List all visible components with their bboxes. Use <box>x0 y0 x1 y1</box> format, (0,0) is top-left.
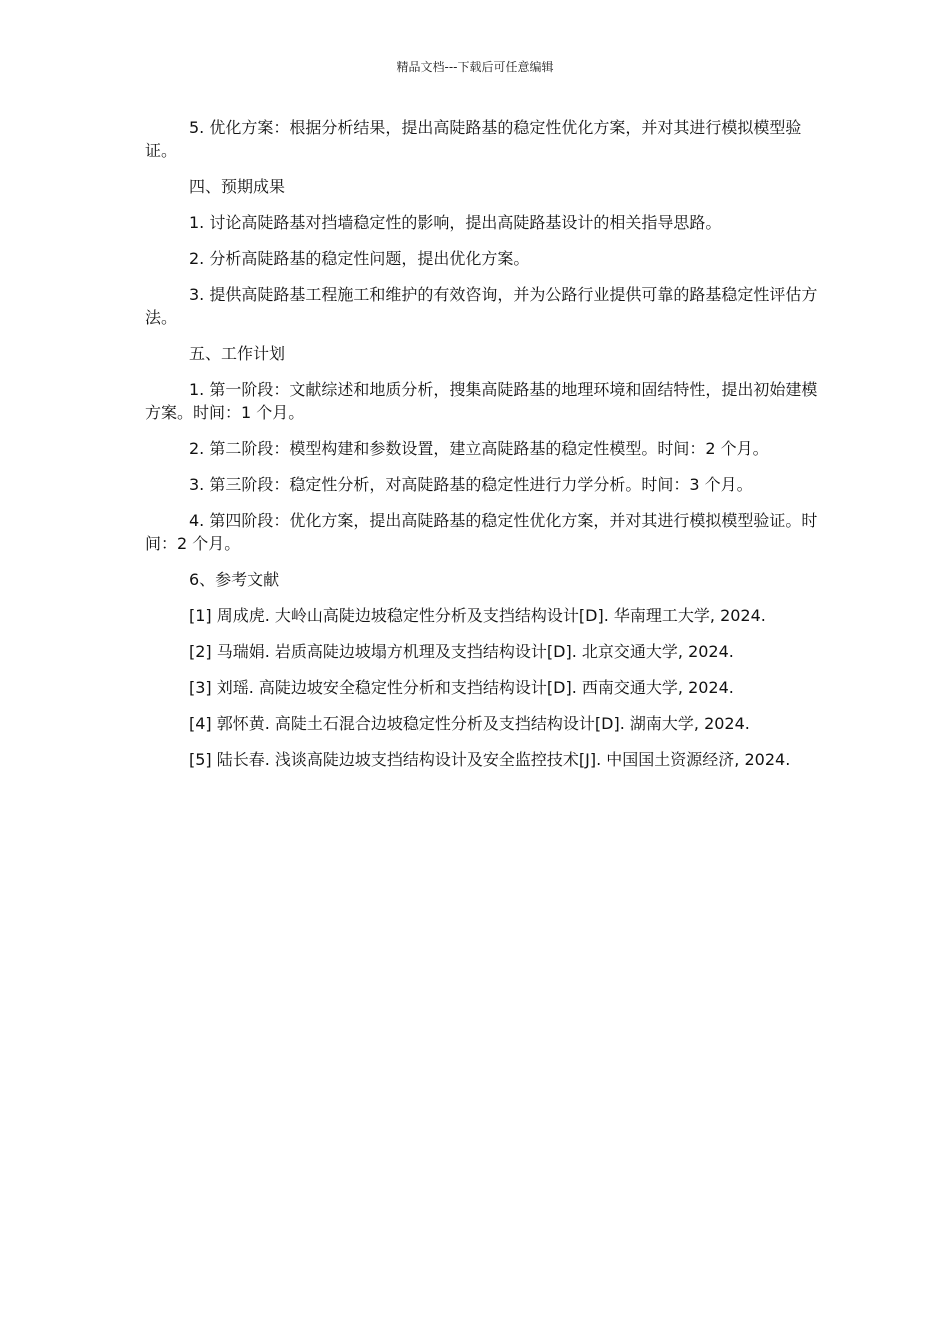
work-plan-item: 1. 第一阶段：文献综述和地质分析，搜集高陡路基的地理环境和固结特性，提出初始建模方案。时间：1 个月。 <box>145 380 818 422</box>
header-note: 精品文档---下载后可任意编辑 <box>396 60 554 74</box>
document-body <box>145 116 820 784</box>
expected-result-item: 1. 讨论高陡路基对挡墙稳定性的影响，提出高陡路基设计的相关指导思路。 <box>189 213 722 232</box>
work-plan-item: 4. 第四阶段：优化方案，提出高陡路基的稳定性优化方案，并对其进行模拟模型验证。时间：2 个月。 <box>145 511 818 553</box>
expected-result-item: 2. 分析高陡路基的稳定性问题，提出优化方案。 <box>189 249 530 268</box>
section-heading-expected-results: 四、预期成果 <box>189 177 286 196</box>
reference-item: [1] 周成虎. 大岭山高陡边坡稳定性分析及支挡结构设计[D]. 华南理工大学, 2024. <box>189 606 766 625</box>
section-heading-references: 6、参考文献 <box>189 570 280 589</box>
section-heading-work-plan: 五、工作计划 <box>189 344 286 363</box>
reference-item: [4] 郭怀黄. 高陡土石混合边坡稳定性分析及支挡结构设计[D]. 湖南大学, 2024. <box>189 714 750 733</box>
work-plan-item: 3. 第三阶段：稳定性分析，对高陡路基的稳定性进行力学分析。时间：3 个月。 <box>189 475 753 494</box>
reference-item: [3] 刘瑶. 高陡边坡安全稳定性分析和支挡结构设计[D]. 西南交通大学, 2024. <box>189 678 734 697</box>
paragraph-optimization-step: 5. 优化方案：根据分析结果，提出高陡路基的稳定性优化方案，并对其进行模拟模型验证。 <box>145 118 802 160</box>
reference-item: [2] 马瑞娟. 岩质高陡边坡塌方机理及支挡结构设计[D]. 北京交通大学, 2024. <box>189 642 734 661</box>
expected-result-item: 3. 提供高陡路基工程施工和维护的有效咨询，并为公路行业提供可靠的路基稳定性评估方法。 <box>145 285 818 327</box>
work-plan-item: 2. 第二阶段：模型构建和参数设置，建立高陡路基的稳定性模型。时间：2 个月。 <box>189 439 769 458</box>
reference-item: [5] 陆长春. 浅谈高陡边坡支挡结构设计及安全监控技术[J]. 中国国土资源经济, 2024. <box>189 750 791 769</box>
